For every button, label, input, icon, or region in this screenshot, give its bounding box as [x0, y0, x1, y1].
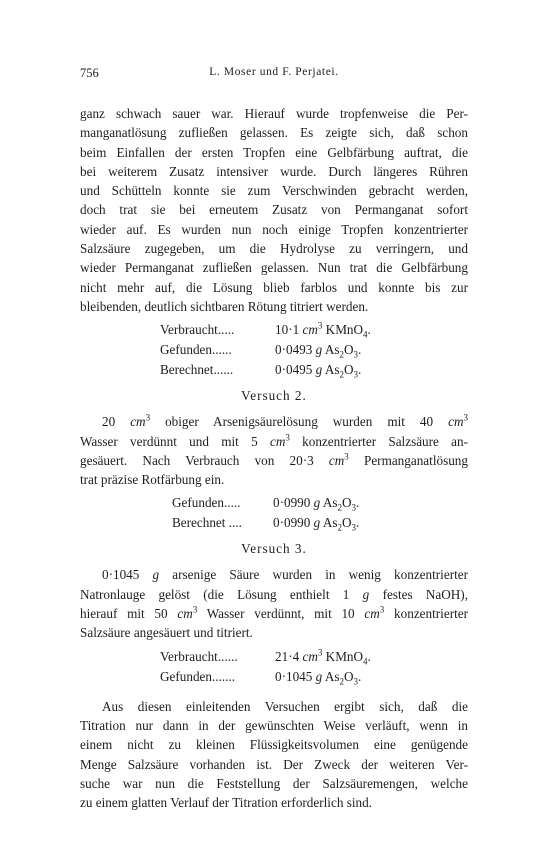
paragraph-1 [80, 104, 468, 316]
text-line: hierauf mit 50 $cm^3$ Wasser verdünnt, mit 10 $cm^3$ konzentrierter [80, 604, 468, 622]
text-line: gesäuert. Nach Verbrauch von 20·3 $cm^3$ Permanganatlösung [80, 451, 468, 468]
text-line: bei weiterem Zusatz intensiver wurde. Durch längeres Rühren [80, 163, 468, 179]
text-line: manganatlösung zufließen gelassen. Es zeigte sich, daß schon [80, 125, 468, 141]
running-header [80, 66, 468, 86]
section-heading-versuch-3: Versuch 3. [241, 541, 307, 557]
text-line: bleibenden, deutlich sichtbaren Rötung titriert werden. [80, 298, 369, 314]
text-line: Aus diesen einleitenden Versuchen ergibt sich, daß die [102, 698, 468, 714]
text-line: 0·1045 g arsenige Säure wurden in wenig konzentrierter [102, 567, 468, 583]
text-line: wieder Permanganat zufließen gelassen. Nun trat die Gelbfärbung [80, 260, 468, 276]
text-line: 20 $cm^3$ obiger Arsenigsäurelösung wurden mit 40 $cm^3$ [102, 412, 468, 430]
text-line: und Schütteln konnte sie zum Verschwinden gebracht werden, [80, 183, 468, 199]
text-line: wieder auf. Es wurden nun noch einige Tropfen konzentrierter [80, 221, 468, 237]
text-line: zu einem glatten Verlauf der Titration erforderlich sind. [80, 795, 372, 811]
result-row [160, 320, 468, 340]
result-label: Berechnet .... [172, 515, 242, 531]
result-row [160, 360, 468, 380]
text-line: nicht mehr auf, die Lösung blieb farblos und konnte bis zur [80, 279, 468, 295]
text-line: Salzsäure zugegeben, um die Hydrolyse zu verringern, und [80, 241, 468, 257]
text-line: Wasser verdünnt und mit 5 $cm^3$ konzentrierter Salzsäure an- [80, 432, 469, 449]
result-row [172, 513, 468, 533]
result-row [160, 647, 468, 667]
text-line: ganz schwach sauer war. Hierauf wurde tropfenweise die Per- [80, 106, 468, 121]
text-line: beim Einfallen der ersten Tropfen eine Gelbfärbung auftrat, die [80, 144, 468, 160]
text-line: Menge Salzsäure vorhanden ist. Der Zweck der weiteren Ver- [80, 756, 468, 772]
result-value: 0·0990 g $As_2O_3$. [273, 515, 360, 534]
page-number: 756 [80, 66, 99, 80]
paragraph-2 [80, 412, 468, 489]
result-row [160, 667, 468, 687]
result-label: Berechnet...... [160, 362, 234, 378]
result-row [172, 493, 468, 513]
text-line: Salzsäure angesäuert und titriert. [80, 625, 253, 641]
text-line: einem nicht zu kleinen Flüssigkeitsvolumen eine genügende [80, 737, 468, 753]
section-heading-versuch-2: Versuch 2. [241, 388, 307, 404]
text-line: suche war nun die Feststellung der Salzsäuremengen, welche [80, 775, 468, 791]
text-line: doch trat sie bei erneutem Zusatz von Permanganat sofort [80, 202, 468, 218]
result-value: 10·1 $cm^3$ KMnO$_4$. [275, 320, 371, 340]
text-line: Natronlauge gelöst (die Lösung enthielt 1 g festes NaOH), [80, 586, 468, 602]
result-label: Verbraucht..... [160, 322, 235, 338]
text-line: trat präzise Rotfärbung ein. [80, 472, 225, 488]
results-block-3 [160, 647, 468, 687]
paragraph-3 [80, 565, 468, 642]
result-label: Gefunden....... [160, 668, 236, 684]
result-row [160, 340, 468, 360]
result-value: 0·0493 g $As_2O_3$. [275, 342, 362, 360]
result-value: 21·4 $cm^3$ KMnO$_4$. [275, 647, 371, 667]
result-value: 0·1045 g $As_2O_3$. [275, 668, 362, 687]
running-head-authors: L. Moser und F. Perjatei. [209, 66, 339, 78]
results-block-1 [160, 320, 468, 380]
page-body [80, 104, 468, 812]
paragraph-4 [80, 697, 468, 813]
result-value: 0·0495 g $As_2O_3$. [275, 362, 362, 380]
result-label: Gefunden...... [160, 342, 232, 358]
result-label: Gefunden..... [172, 495, 241, 511]
result-value: 0·0990 g $As_2O_3$. [273, 495, 360, 514]
result-label: Verbraucht...... [160, 648, 238, 664]
text-line: Titration nur dann in der gewünschten Weise verläuft, wenn in [80, 717, 468, 733]
results-block-2 [172, 493, 468, 533]
